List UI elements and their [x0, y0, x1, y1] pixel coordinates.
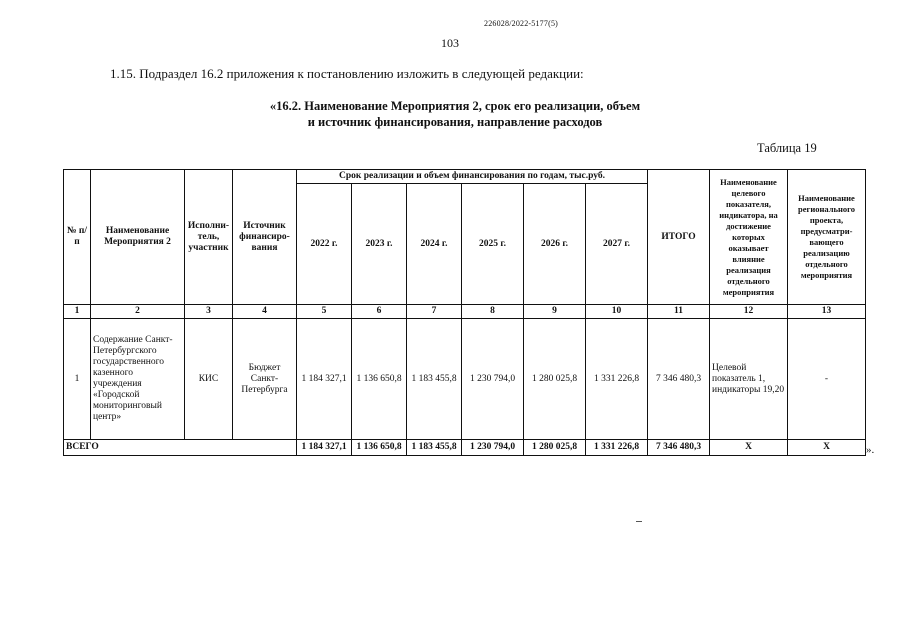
- section-heading-line-1: «16.2. Наименование Мероприятия 2, срок его реализации, объем: [269, 99, 641, 113]
- table-row: [64, 319, 866, 440]
- row-value: 1 280 025,8: [524, 319, 586, 440]
- column-number: 10: [586, 305, 648, 319]
- header-total: ИТОГО: [648, 170, 710, 305]
- column-number: 9: [524, 305, 586, 319]
- column-number: 3: [185, 305, 233, 319]
- total-label: ВСЕГО: [64, 440, 297, 456]
- total-value: 1 136 650,8: [352, 440, 407, 456]
- total-row: [64, 440, 866, 456]
- header-regional-project: Наименование регионального проекта, предусматри-вающего реализацию отдельного мероприятия: [788, 170, 866, 305]
- total-grand: 7 346 480,3: [648, 440, 710, 456]
- row-num: 1: [64, 319, 91, 440]
- column-number: 5: [297, 305, 352, 319]
- total-indicator: X: [710, 440, 788, 456]
- row-executor: КИС: [185, 319, 233, 440]
- header-executor: Исполни-тель, участник: [185, 170, 233, 305]
- row-indicator: Целевой показатель 1, индикаторы 19,20: [710, 319, 788, 440]
- row-name: Содержание Санкт-Петербургского государственного казенного учреждения «Городской мониторинговый центр»: [91, 319, 185, 440]
- column-number-row: [64, 305, 866, 319]
- column-number: 13: [788, 305, 866, 319]
- section-heading-line-2: и источник финансирования, направление расходов: [307, 115, 603, 129]
- total-value: 1 183 455,8: [407, 440, 462, 456]
- header-year: 2026 г.: [524, 184, 586, 305]
- row-regional-project: -: [788, 319, 866, 440]
- header-year: 2022 г.: [297, 184, 352, 305]
- header-name: Наименование Мероприятия 2: [91, 170, 185, 305]
- header-source: Источник финансиро-вания: [233, 170, 297, 305]
- header-year: 2027 г.: [586, 184, 648, 305]
- row-value: 1 184 327,1: [297, 319, 352, 440]
- column-number: 12: [710, 305, 788, 319]
- row-source: Бюджет Санкт-Петербурга: [233, 319, 297, 440]
- column-number: 4: [233, 305, 297, 319]
- row-value: 1 136 650,8: [352, 319, 407, 440]
- total-value: 1 230 794,0: [462, 440, 524, 456]
- scan-mark: [636, 521, 642, 522]
- header-year: 2025 г.: [462, 184, 524, 305]
- column-number: 2: [91, 305, 185, 319]
- column-number: 11: [648, 305, 710, 319]
- closing-quote: ».: [866, 444, 875, 456]
- column-number: 1: [64, 305, 91, 319]
- row-total: 7 346 480,3: [648, 319, 710, 440]
- header-year: 2023 г.: [352, 184, 407, 305]
- column-number: 8: [462, 305, 524, 319]
- header-row-1: [64, 170, 866, 184]
- header-indicator: Наименование целевого показателя, индикатора, на достижение которых оказывает влияние реализация отдельного мероприятия: [710, 170, 788, 305]
- financing-table: [63, 169, 866, 456]
- page-number: 103: [441, 36, 459, 50]
- document-id: 226028/2022-5177(5): [484, 19, 559, 28]
- total-regional-project: X: [788, 440, 866, 456]
- column-number: 6: [352, 305, 407, 319]
- column-number: 7: [407, 305, 462, 319]
- header-year: 2024 г.: [407, 184, 462, 305]
- row-value: 1 230 794,0: [462, 319, 524, 440]
- total-value: 1 184 327,1: [297, 440, 352, 456]
- section-heading: [240, 98, 670, 130]
- header-num: № п/п: [64, 170, 91, 305]
- total-value: 1 331 226,8: [586, 440, 648, 456]
- header-period-group: Срок реализации и объем финансирования по годам, тыс.руб.: [297, 170, 648, 184]
- table-label: Таблица 19: [757, 141, 817, 155]
- row-value: 1 331 226,8: [586, 319, 648, 440]
- total-value: 1 280 025,8: [524, 440, 586, 456]
- intro-paragraph: 1.15. Подраздел 16.2 приложения к постановлению изложить в следующей редакции:: [110, 66, 584, 81]
- row-value: 1 183 455,8: [407, 319, 462, 440]
